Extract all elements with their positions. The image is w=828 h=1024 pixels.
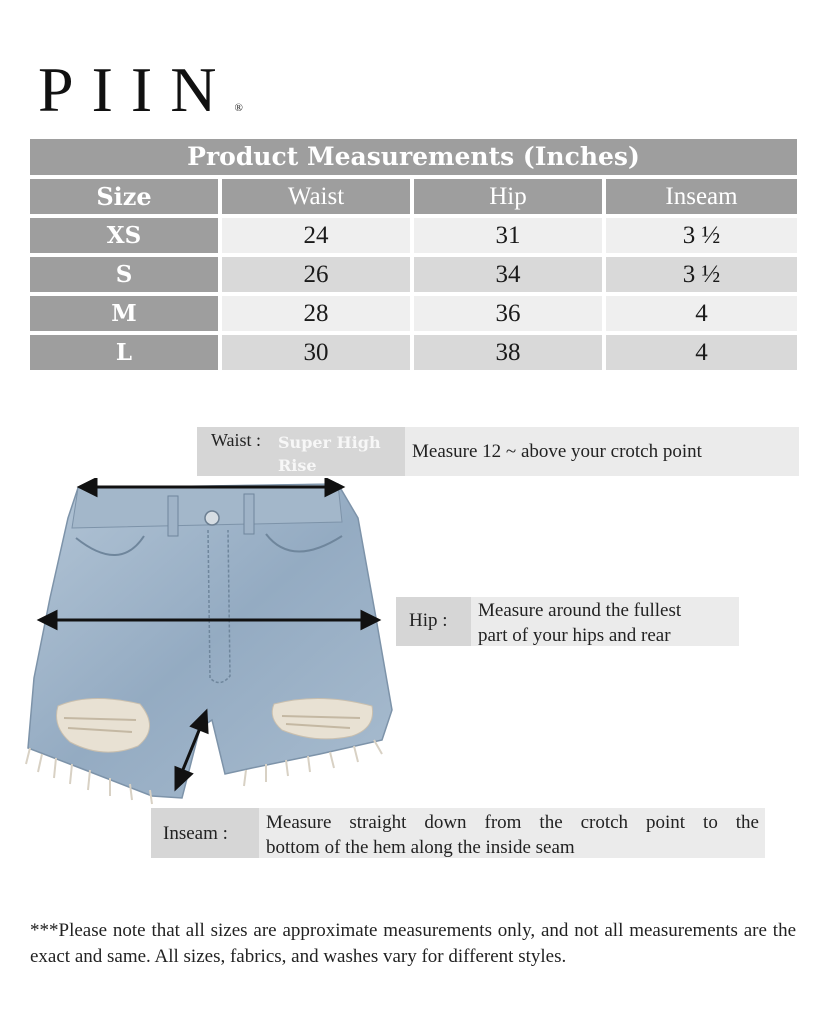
hip-desc-line1: Measure around the fullest bbox=[478, 600, 682, 621]
inseam-description-2: bottom of the hem along the inside seam bbox=[266, 837, 575, 858]
waist-description: Measure 12 ~ above your crotch point bbox=[412, 441, 702, 462]
hip-cell: 31 bbox=[414, 218, 602, 253]
header-size: Size bbox=[30, 179, 218, 214]
size-cell: M bbox=[30, 296, 218, 331]
hip-label: Hip : bbox=[409, 610, 448, 631]
inseam-cell: 3 ½ bbox=[606, 257, 797, 292]
brand-logo bbox=[38, 54, 243, 125]
waist-label: Waist : bbox=[211, 430, 262, 450]
size-cell: L bbox=[30, 335, 218, 370]
waist-cell: 26 bbox=[222, 257, 410, 292]
table-row bbox=[30, 257, 797, 292]
hip-cell: 38 bbox=[414, 335, 602, 370]
waist-cell: 24 bbox=[222, 218, 410, 253]
table-row bbox=[30, 296, 797, 331]
waist-cell: 28 bbox=[222, 296, 410, 331]
size-cell: XS bbox=[30, 218, 218, 253]
table-row bbox=[30, 335, 797, 370]
table-header-row bbox=[30, 179, 797, 214]
inseam-cell: 4 bbox=[606, 296, 797, 331]
header-waist: Waist bbox=[222, 179, 410, 214]
denim-shorts-illustration bbox=[20, 478, 410, 808]
waist-cell: 30 bbox=[222, 335, 410, 370]
inseam-desc-line1: Measure straight down from the crotch point to the bbox=[266, 812, 759, 833]
table-row bbox=[30, 218, 797, 253]
header-hip: Hip bbox=[414, 179, 602, 214]
registered-mark: ® bbox=[234, 102, 243, 114]
inseam-cell: 4 bbox=[606, 335, 797, 370]
hip-desc-line2: part of your hips and rear bbox=[478, 625, 671, 646]
inseam-label: Inseam : bbox=[163, 823, 228, 844]
hip-cell: 36 bbox=[414, 296, 602, 331]
table-title: Product Measurements (Inches) bbox=[30, 139, 797, 175]
measurements-table bbox=[30, 139, 797, 370]
waist-rise-label: Super High Rise bbox=[278, 433, 381, 475]
button bbox=[205, 511, 219, 525]
header-inseam: Inseam bbox=[606, 179, 797, 214]
inseam-cell: 3 ½ bbox=[606, 218, 797, 253]
hip-description bbox=[478, 598, 681, 648]
disclaimer-note: ***Please note that all sizes are approximate measurements only, and not all measurements are the exact and same. All sizes, fabrics, and washes vary for different styles. bbox=[30, 920, 796, 967]
inseam-description bbox=[266, 810, 759, 835]
brand-name: PIIN bbox=[38, 54, 235, 125]
belt-loop bbox=[244, 494, 254, 534]
size-cell: S bbox=[30, 257, 218, 292]
hip-cell: 34 bbox=[414, 257, 602, 292]
belt-loop bbox=[168, 496, 178, 536]
